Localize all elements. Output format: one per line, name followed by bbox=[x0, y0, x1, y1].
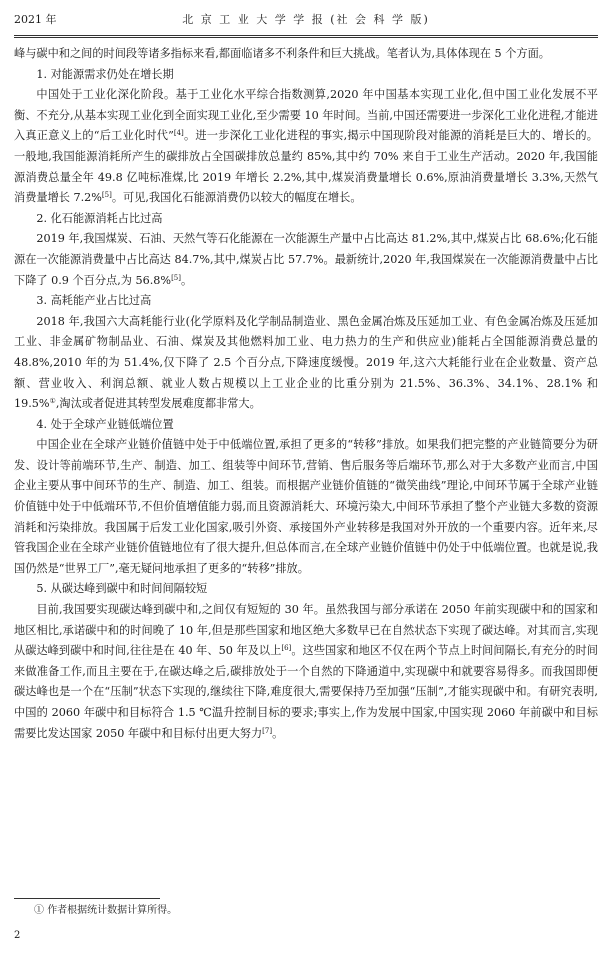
footnote-ref: ① bbox=[49, 397, 56, 406]
paragraph-section-1 bbox=[14, 85, 598, 209]
text-run: 。 bbox=[272, 726, 284, 740]
text-run: 。这些国家和地区不仅在两个节点上时间间隔长,有充分的时间来做准备工作,而且主要在于,在碳达峰之后,碳排放处于一个自然的下降通道中,实现碳中和就要容易得多。而我国即便碳达峰也是一个在“压制”状态下实现的,继续往下降,难度很大,需要保持乃至加强“压制”,才能实现碳中和。有研究表明,中国的 2060 年碳中和目标符合 1.5 ℃温升控制目标的要求;事实上,作为发展中国家,中国实现 2060 年前碳中和目标需要比发达国家 2050 年碳中和目标付出更大努力 bbox=[14, 644, 598, 740]
paragraph-section-5 bbox=[14, 600, 598, 744]
citation-ref: [5] bbox=[171, 273, 181, 282]
section-heading-1: 1. 对能源需求仍处在增长期 bbox=[36, 67, 174, 81]
footnote-text: 作者根据统计数据计算所得。 bbox=[47, 905, 178, 916]
text-run: 中国处于工业化深化阶段。基于工业化水平综合指数测算,2020 年中国基本实现工业化,但中国工业化发展不平衡、不充分,从基本实现工业化到全面实现工业化,至少需要 10 年时间。当前,中国还需要进一步深化工业化进程,才能进入真正意义上的“后工业化时代” bbox=[14, 88, 598, 143]
header-year: 2021 年 bbox=[14, 13, 57, 26]
text-run: ,淘汰或者促进其转型发展难度都非常大。 bbox=[55, 397, 261, 411]
text-run: 目前,我国要实现碳达峰到碳中和,之间仅有短短的 30 年。虽然我国与部分承诺在 2050 年前实现碳中和的国家和地区相比,承诺碳中和的时间晚了 10 年,但是那些国家和地区绝大多数早已在自然状态下实现了碳达峰。对其而言,实现从碳达峰到碳中和时间,往往是在 40 年、50 年及以上 bbox=[14, 603, 598, 658]
page-number: 2 bbox=[14, 930, 21, 941]
header-rule-thin bbox=[14, 37, 598, 38]
paragraph-section-4: 中国企业在全球产业链价值链中处于中低端位置,承担了更多的“转移”排放。如果我们把完整的产业链简要分为研发、设计等前端环节,生产、制造、加工、组装等中间环节,营销、售后服务等后端环节,那么对于大多数产业而言,中国企业主要从事中间环节的生产、制造、加工、组装。而根据产业链价值链的“微笑曲线”理论,中间环节属于全球产业链价值链中处于中低端环节,不但价值增值能力弱,而且资源消耗大、环境污染大,中间环节承担了整个产业链大多数的资源消耗和污染排放。我国属于后发工业化国家,吸引外资、承接国外产业转移是我国对外开放的一个重要内容。近年来,尽管我国企业在全球产业链价值链地位有了很大提升,但总体而言,在全球产业链价值链中仍处于中低端位置。也就是说,我国仍然是“世界工厂”,毫无疑问地承担了更多的“转移”排放。 bbox=[14, 438, 598, 575]
paragraph-section-3 bbox=[14, 312, 598, 415]
citation-ref: [4] bbox=[173, 129, 184, 138]
section-heading-5: 5. 从碳达峰到碳中和时间间隔较短 bbox=[36, 582, 208, 596]
text-run: 。可见,我国化石能源消费仍以较大的幅度在增长。 bbox=[111, 191, 362, 205]
footnote-marker: ① bbox=[34, 905, 44, 916]
paragraph-section-2 bbox=[14, 229, 598, 291]
running-header bbox=[14, 8, 598, 32]
paragraph-intro: 峰与碳中和之间的时间段等诸多指标来看,都面临诸多不利条件和巨大挑战。笔者认为,具体体现在 5 个方面。 bbox=[14, 47, 550, 60]
text-run: 2018 年,我国六大高耗能行业(化学原料及化学制品制造业、黑色金属冶炼及压延加工业、有色金属冶炼及压延加工业、非金属矿物制品业、石油、煤炭及其他燃料加工业、电力热力的生产和供应业)能耗占全国能源消费总量的 48.8%,2010 年的为 51.4%,仅下降了 2.5 个百分点,下降速度缓慢。2019 年,这六大耗能行业在企业数量、资产总额、营业收入、利润总额、就业人数占规模以上工业企业的比重分别为 21.5%、36.3%、34.1%、28.1% 和 19.5% bbox=[14, 314, 598, 411]
header-journal-title: 北 京 工 业 大 学 学 报 (社 会 科 学 版) bbox=[182, 13, 430, 26]
header-rule bbox=[14, 35, 598, 36]
text-run: 。 bbox=[180, 273, 193, 287]
article-body bbox=[14, 44, 598, 744]
section-heading-3: 3. 高耗能产业占比过高 bbox=[36, 294, 152, 308]
citation-ref: [7] bbox=[262, 726, 273, 735]
citation-ref: [6] bbox=[281, 644, 292, 653]
section-heading-2: 2. 化石能源消耗占比过高 bbox=[36, 211, 163, 225]
text-run: 2019 年,我国煤炭、石油、天然气等石化能源在一次能源生产量中占比高达 81.2%,其中,煤炭占比 68.6%;化石能源在一次能源消费量中占比高达 84.7%,其中,煤炭占比 57.7%。最新统计,2020 年,我国煤炭在一次能源消费量中占比下降了 0.9 个百分点,为 56.8% bbox=[14, 232, 598, 287]
footnote bbox=[34, 904, 177, 918]
citation-ref: [5] bbox=[101, 191, 112, 200]
text-run: 。进一步深化工业化进程的事实,揭示中国现阶段对能源的消耗是巨大的、增长的。一般地,我国能源消耗所产生的碳排放占全国碳排放总量约 85%,其中约 70% 来自于工业生产活动。2020 年,我国能源消费总量全年 49.8 亿吨标准煤,比 2019 年增长 2.2%,其中,煤炭消费量增长 0.6%,原油消费量增长 3.3%,天然气消费量增长 7.2% bbox=[14, 129, 598, 205]
section-heading-4: 4. 处于全球产业链低端位置 bbox=[36, 417, 174, 431]
footnote-rule bbox=[14, 898, 160, 899]
